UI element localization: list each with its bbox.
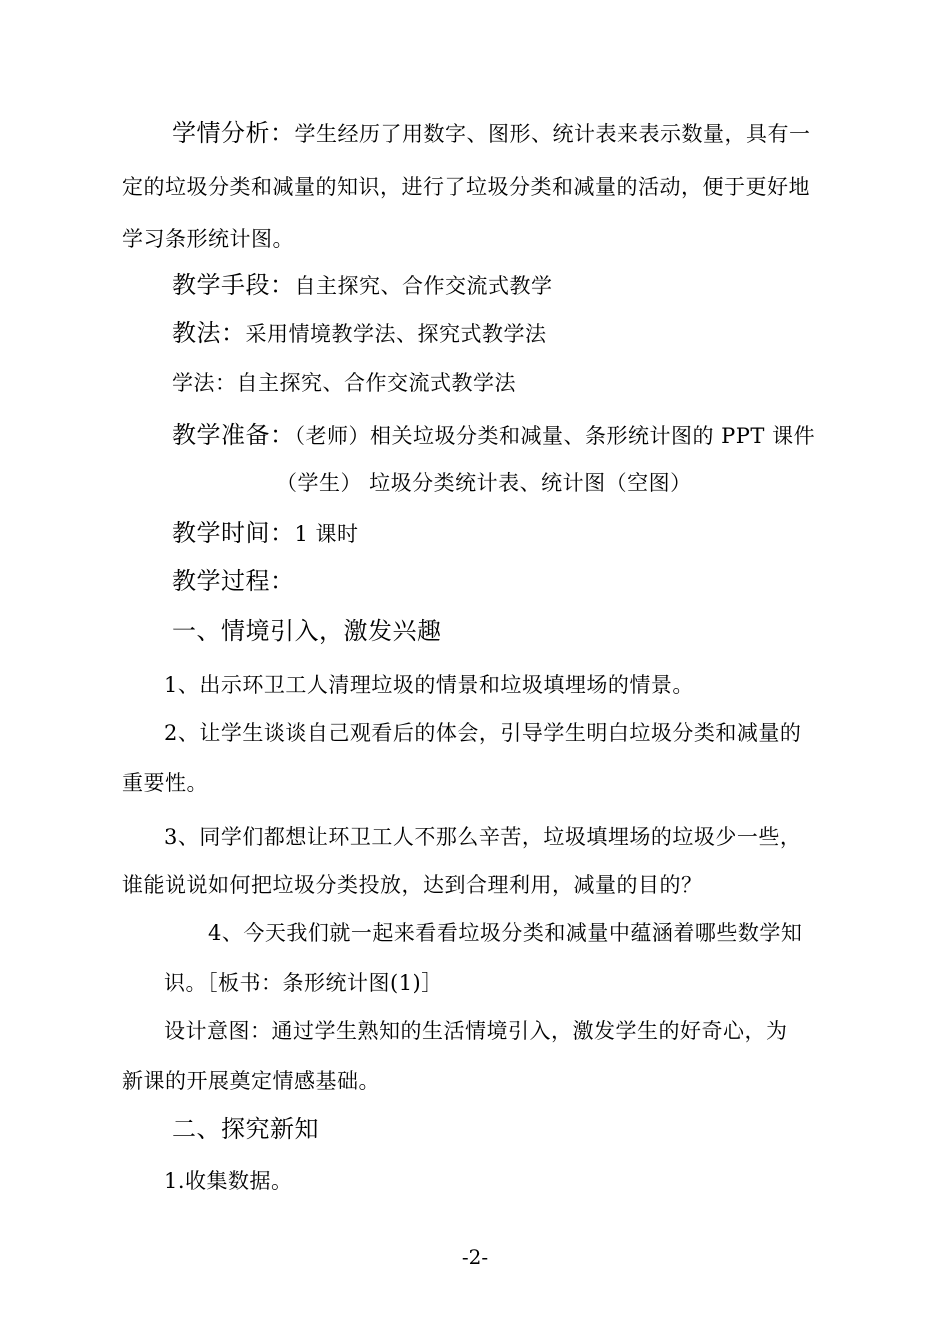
- line-teaching-method: 教法：采用情境教学法、探究式教学法: [172, 319, 547, 347]
- section-heading-2: 二、探究新知: [172, 1115, 319, 1143]
- line-teaching-time: 教学时间：1 课时: [172, 519, 359, 547]
- list-item-4: 4、今天我们就一起来看看垃圾分类和减量中蕴涵着哪些数学知: [208, 921, 803, 945]
- line-teaching-process: 教学过程：: [172, 567, 295, 595]
- label-teaching-means: 教学手段：: [172, 271, 295, 299]
- list-item-2-cont: 重要性。: [122, 771, 208, 795]
- label-teaching-method: 教法：: [172, 319, 246, 347]
- label-teaching-preparation: 教学准备：: [172, 421, 295, 449]
- line-student-analysis: 学情分析：学生经历了用数字、图形、统计表来表示数量，具有一: [172, 119, 811, 147]
- list-item-3-cont: 谁能说说如何把垃圾分类投放，达到合理利用，减量的目的？: [122, 873, 703, 897]
- list-item-2: 2、让学生谈谈自己观看后的体会，引导学生明白垃圾分类和减量的: [164, 721, 802, 745]
- list-item-3: 3、同学们都想让环卫工人不那么辛苦，垃圾填埋场的垃圾少一些，: [164, 825, 802, 849]
- line-student-analysis-3: 学习条形统计图。: [122, 227, 294, 251]
- line-teaching-preparation: 教学准备：（老师）相关垃圾分类和减量、条形统计图的 PPT 课件: [172, 421, 816, 449]
- design-intent: 设计意图：通过学生熟知的生活情境引入，激发学生的好奇心，为: [164, 1019, 788, 1043]
- label-student-analysis: 学情分析：: [172, 119, 295, 147]
- line-teaching-means: 教学手段：自主探究、合作交流式教学: [172, 271, 553, 299]
- page-number: -2-: [461, 1245, 489, 1269]
- line-learning-method: 学法：自主探究、合作交流式教学法: [172, 371, 516, 395]
- line-student-analysis-2: 定的垃圾分类和减量的知识，进行了垃圾分类和减量的活动，便于更好地: [122, 175, 810, 199]
- design-intent-cont: 新课的开展奠定情感基础。: [122, 1069, 380, 1093]
- line-teaching-preparation-2: （学生） 垃圾分类统计表、统计图（空图）: [276, 471, 692, 495]
- list-item-1: 1、出示环卫工人清理垃圾的情景和垃圾填埋场的情景。: [164, 673, 694, 697]
- section-heading-1: 一、情境引入，激发兴趣: [172, 617, 442, 645]
- list-item-4-cont: 识。［板书：条形统计图(1)］: [164, 971, 443, 995]
- label-teaching-time: 教学时间：: [172, 519, 295, 547]
- step-collect-data: 1.收集数据。: [164, 1169, 293, 1193]
